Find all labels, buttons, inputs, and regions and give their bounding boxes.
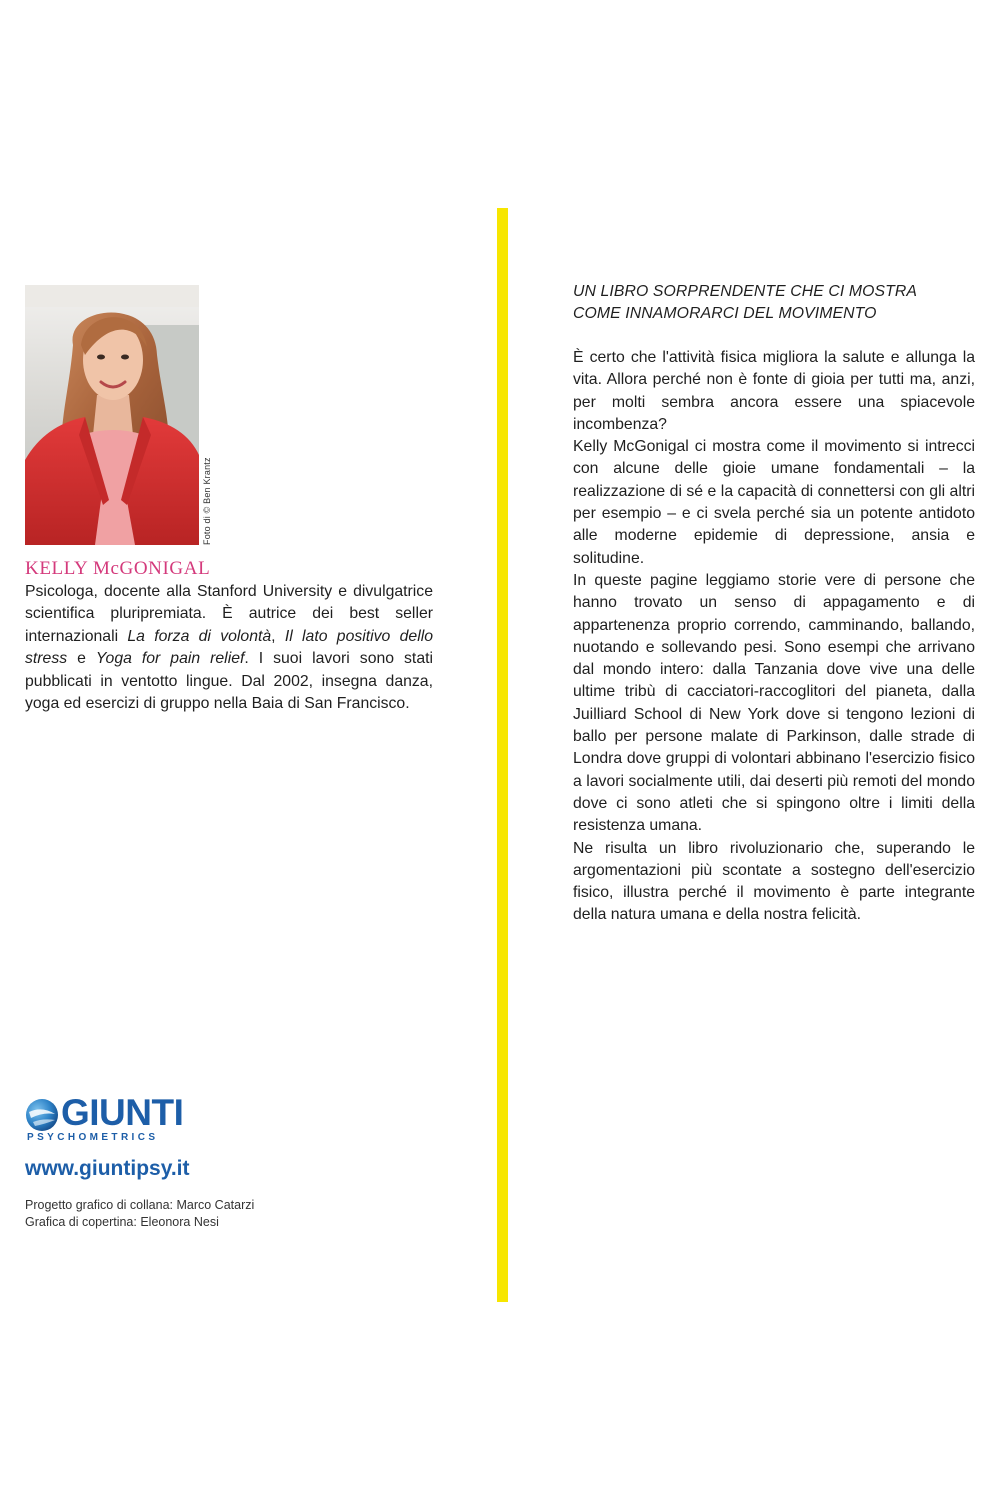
- logo-wordmark: GIUNTI: [61, 1092, 184, 1133]
- bio-text: e: [67, 650, 96, 668]
- tagline-line: UN LIBRO SORPRENDENTE CHE CI MOSTRA: [573, 283, 918, 300]
- globe-icon: [25, 1098, 59, 1132]
- author-name: KELLY McGONIGAL: [25, 558, 211, 579]
- credit-line: Progetto grafico di collana: Marco Catarzi: [25, 1198, 255, 1212]
- bio-text: Psicologa, docente alla Stanford University e divulgatrice scientifica pluripremiata. È autrice dei best seller internazionali: [25, 583, 433, 645]
- book-title: Il lato positivo dello stress: [25, 627, 433, 668]
- blurb-paragraph: Ne risulta un libro rivoluzionario che, superando le argomentazioni più scontate a sostegno dell'esercizio fisico, illustra perché il movimento è parte integrante della natura umana e della nostra felicità.: [573, 839, 975, 924]
- blurb-paragraph: In queste pagine leggiamo storie vere di persone che hanno trovato un senso di appagamento e di appartenenza proprio correndo, camminando, ballando, nuotando e sollevando pesi. Sono esempi che arrivano dal mondo intero: dalla Tanzania dove vive una delle ultime tribù di cacciatori-raccoglitori del pianeta, dalla Juilliard School di New York dove si tengono lezioni di ballo per persone malate di Parkinson, dalle strade di Londra dove gruppi di volontari abbinano l'esercizio fisico a lavori socialmente utili, dai deserti più remoti del mondo dove ci sono atleti che si spingono oltre i limiti della resistenza umana.: [573, 571, 975, 835]
- blurb-paragraph: Kelly McGonigal ci mostra come il movimento si intrecci con alcune delle gioie umane fondamentali – la realizzazione di sé e la capacità di connettersi con gli altri per esempio – e ci svela perché sia un potente antidoto alle moderne epidemie di depressione, ansia e solitudine.: [573, 438, 975, 567]
- author-photo: [25, 285, 199, 545]
- bio-text: ,: [271, 627, 285, 645]
- book-title: La forza di volontà: [127, 627, 272, 645]
- logo-subtitle: PSYCHOMETRICS: [27, 1132, 159, 1143]
- credit-line: Grafica di copertina: Eleonora Nesi: [25, 1214, 219, 1229]
- website-link[interactable]: www.giuntipsy.it: [25, 1157, 190, 1180]
- yellow-divider: [497, 208, 508, 1302]
- publisher-logo: [25, 1092, 200, 1146]
- author-bio: [25, 581, 433, 715]
- photo-credit: Foto di © Ben Krantz: [202, 457, 212, 545]
- blurb-text: [573, 347, 975, 927]
- blurb-paragraph: È certo che l'attività fisica migliora la salute e allunga la vita. Allora perché non è fonte di gioia per tutti ma, anzi, per molti sembra ancora essere una spiacevole incombenza?: [573, 349, 975, 433]
- book-title: Yoga for pain relief: [95, 650, 245, 668]
- tagline: [573, 281, 973, 325]
- bio-text: . I suoi lavori sono stati pubblicati in ventotto lingue. Dal 2002, insegna danza, yoga ed esercizi di gruppo nella Baia di San Francisco.: [25, 650, 433, 713]
- design-credits: [25, 1197, 254, 1230]
- tagline-line: COME INNAMORARCI DEL MOVIMENTO: [573, 305, 877, 322]
